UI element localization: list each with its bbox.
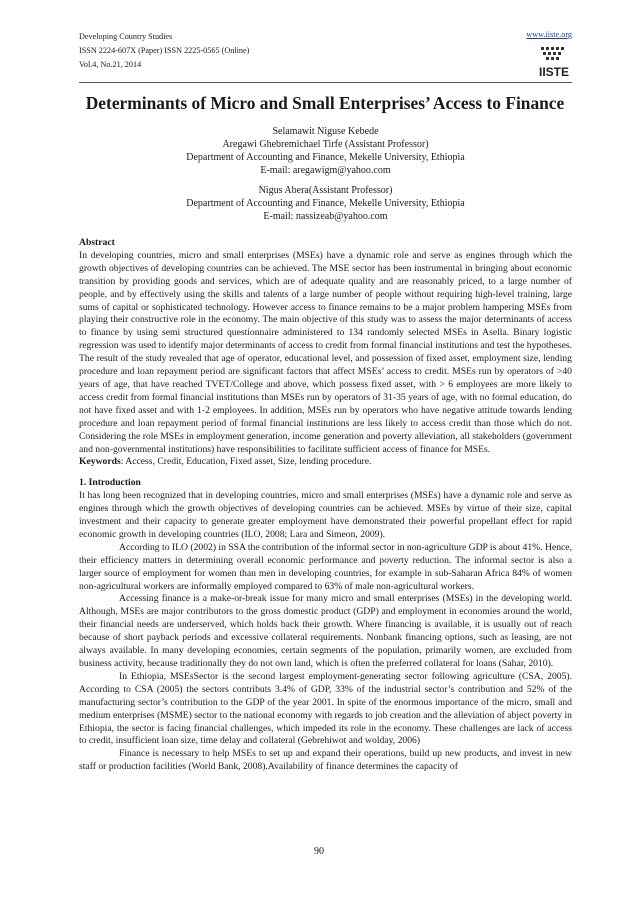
- author-name: Selamawit Niguse Kebede: [272, 126, 379, 137]
- author-name: Aregawi Ghebremichael Tirfe (Assistant Professor): [222, 139, 429, 150]
- abstract-text: In developing countries, micro and small enterprises (MSEs) have a dynamic role and serve as engines through which the growth objectives of developing countries can be achieved. The MSE sector has been instrumental in bringing about economic transition by providing goods and services, which are of adequate quality and are reasonably priced, to a large number of people, and by effectively using the skills and talents of a large number of people without requiring high-level training, large sums of capital or sophisticated technology. However access to finance remains to be a major problem hampering MSEs from playing their constructive role in the economy. The main objective of this study was to assess the major determinants of access to finance by using semi structured questionnaire administered to 134 randomly selected MSEs in Asella. Binary logistic regression was used to identify major determinants of access to credit from formal financial institutions and test the hypotheses. The result of the study revealed that age of operator, educational level, and possession of fixed asset, employment size, lending procedure and loan repayment period are significant factors that affect MSEs’ access to credit. MSEs run by operators of >40 years of age, that have reached TVET/College and above, which possess fixed asset, with > 6 employees are more likely to access credit from formal financial institutions than MSEs run by operators of 31-35 years of age, with no formal education, do not have fixed asset and with 1-2 employees. In addition, MSEs run by operators who have negative attitude towards lending procedure and loan repayment period of formal financial institutions are less likely to access credit than those which do not. Considering the role MSEs in employment generation, income generation and poverty alleviation, all stakeholders (government and non-governmental institutions) have responsibilities to facilitate sufficient access of finance for MSEs.: [79, 249, 572, 455]
- author-name: Nigus Abera(Assistant Professor): [258, 185, 393, 196]
- intro-paragraph: It has long been recognized that in developing countries, micro and small enterprises (MSEs) have a dynamic role and serve as engines through which the growth objectives of developing countries can be achieved. MSEs by virtue of their size, capital investment and their capacity to generate greater employment have demonstrated their powerful propellant effect for rapid economic growth in developing countries (ILO, 2008; Lara and Simeon, 2009).: [79, 490, 572, 540]
- paper-body: [79, 237, 572, 774]
- intro-paragraph: In Ethiopia, MSEsSector is the second largest employment-generating sector following agriculture (CSA, 2005). According to CSA (2005) the sectors contributs 3.4% of GDP, 33% of the industrial sector’s contribution and 52% of the manufacturing sector’s contribution to the GDP of the year 2001. In spite of the enormous importance of the micro, small and medium enterprises (MSME) sector to the national economy with regards to job creation and the alleviation of abject poverty in Ethiopia, the sector is facing financial challenges, which impeded its role in the economy. These challenges are lack of access to credit, insufficient loan size, time delay and collateral (Gebrehiwot and wolday, 2006): [79, 670, 572, 747]
- journal-header: [79, 30, 249, 72]
- paper-title: Determinants of Micro and Small Enterprises’ Access to Finance: [85, 93, 565, 113]
- header-divider: [79, 82, 572, 83]
- journal-name: Developing Country Studies: [79, 32, 173, 41]
- intro-paragraph: Finance is necessary to help MSEs to set up and expand their operations, build up new products, and invest in new staff or production facilities (World Bank, 2008).Availability of finance determines the capacity of: [79, 748, 572, 773]
- journal-volume: Vol.4, No.21, 2014: [79, 60, 142, 69]
- intro-paragraph: According to ILO (2002) in SSA the contribution of the informal sector in non-agriculture GDP is about 41%. Hence, their efficiency matters in determining overall economic performance and poverty reduction. The informal sector is also a larger source of employment for women than men in developing countries, for example in sub-Saharan Africa 84% of women non-agricultural workers are informally employed compared to 63% of male non-agricultural workers.: [79, 541, 572, 592]
- keywords-text: : Access, Credit, Education, Fixed asset, Size, lending procedure.: [120, 456, 372, 468]
- abstract-heading: Abstract: [79, 237, 115, 248]
- author-email: E-mail: aregawigm@yahoo.com: [260, 165, 391, 176]
- journal-issn: ISSN 2224-607X (Paper) ISSN 2225-0565 (Online): [79, 46, 250, 55]
- journal-website-link[interactable]: www.iiste.org: [526, 30, 572, 39]
- author-affiliation: Department of Accounting and Finance, Mekelle University, Ethiopia: [186, 198, 465, 209]
- intro-paragraph: Accessing finance is a make-or-break issue for many micro and small enterprises (MSEs) in the developing world. Although, MSEs are major contributors to the gross domestic product (GDP) and employment in economies around the world, their financial needs are underserved, which holds back their growth. Where financing is available, it is usually out of reach because of short payback periods and excessive collateral requirements. Nonbank financing options, such as leasing, are not always available. In many developing economies, certain segments of the population, primarily women, are excluded from business activity, because traditionally they do not own land, which is often the preferred collateral for loans (Sahar, 2010).: [79, 593, 572, 669]
- author-affiliation: Department of Accounting and Finance, Mekelle University, Ethiopia: [186, 152, 465, 163]
- introduction-heading: 1. Introduction: [79, 477, 141, 489]
- page-number: 90: [314, 846, 324, 857]
- author-block-2: [79, 184, 572, 223]
- logo-text: IISTE: [538, 65, 570, 79]
- keywords-line: [79, 456, 572, 469]
- keywords-label: Keywords: [79, 456, 121, 468]
- author-email: E-mail: nassizeab@yahoo.com: [263, 211, 388, 222]
- author-block-1: [79, 125, 572, 177]
- iiste-logo: [537, 45, 571, 81]
